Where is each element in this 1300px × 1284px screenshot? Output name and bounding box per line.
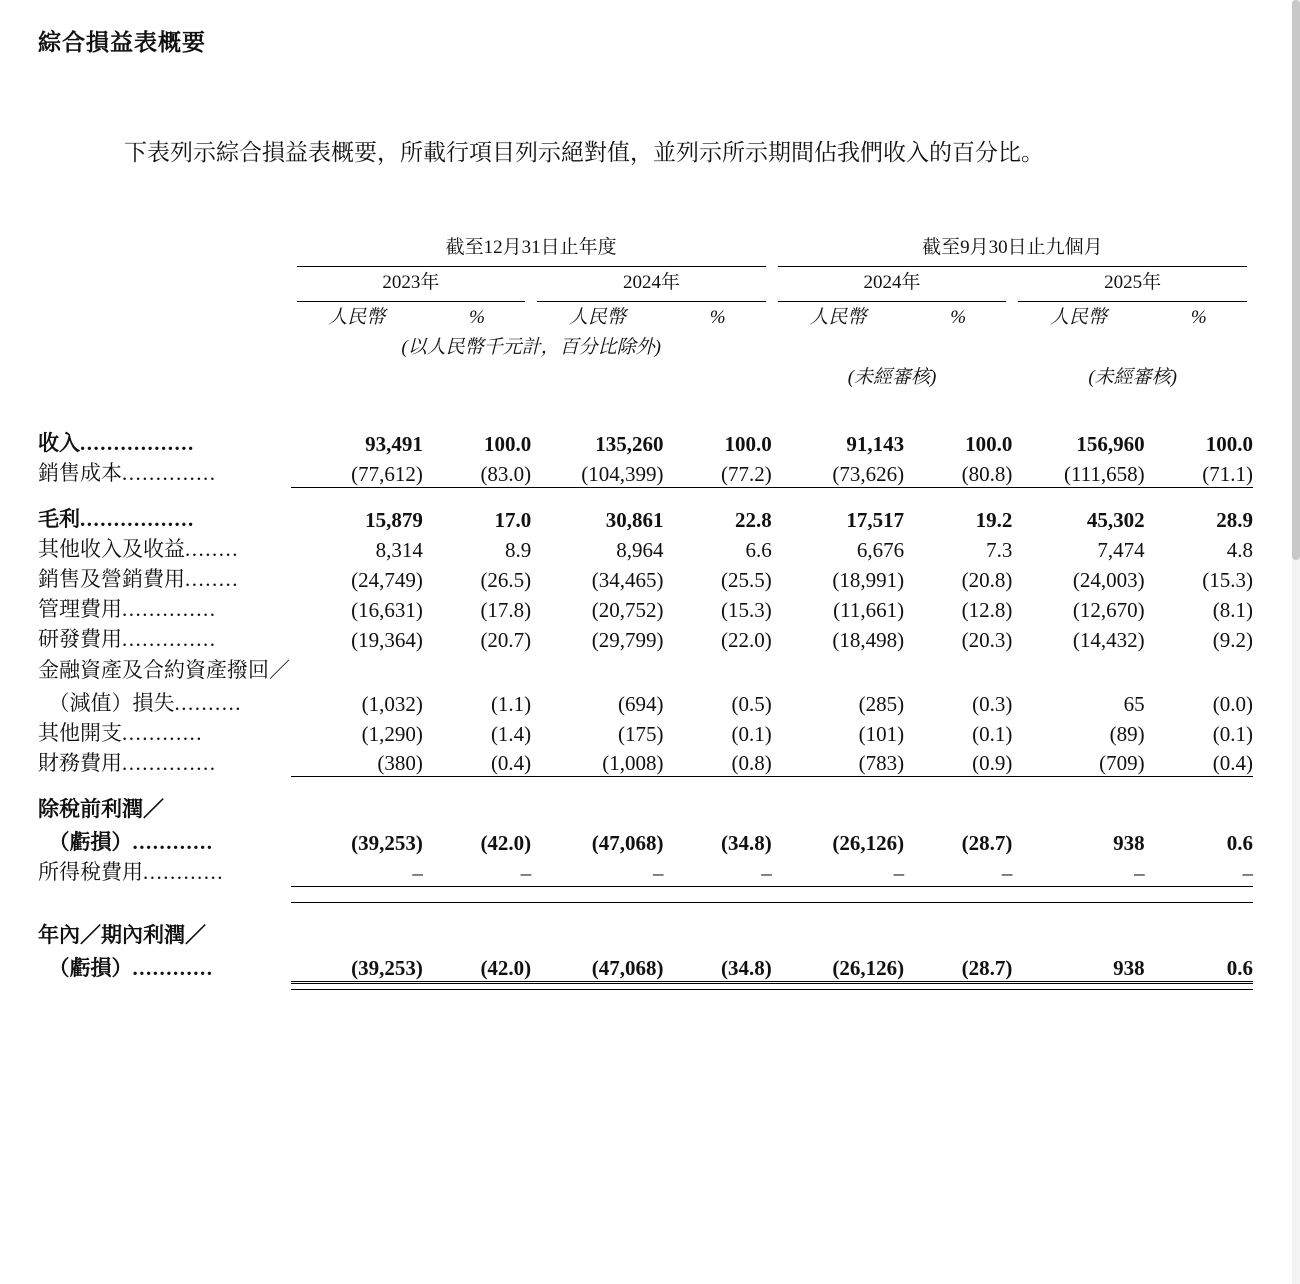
row-value-percent: (17.8) [480, 597, 532, 622]
row-value-amount: (77,612) [351, 461, 423, 486]
row-value-amount: (19,364) [351, 627, 423, 652]
unit-header-rmb-4: 人民幣 [1049, 307, 1107, 328]
table-gap-row [38, 904, 1253, 918]
row-value-percent: (20.7) [480, 627, 532, 652]
row-value-amount: 7,474 [1097, 537, 1145, 562]
row-value-percent: (0.1) [1212, 721, 1253, 746]
row-value-percent: (8.1) [1212, 597, 1253, 622]
row-value-amount: (47,068) [591, 956, 664, 980]
table-row [38, 717, 1253, 747]
table-row [38, 952, 1253, 982]
row-value-percent: 8.9 [504, 537, 532, 562]
row-value-percent: (34.8) [721, 956, 772, 980]
row-value-amount: (1,032) [361, 691, 423, 716]
row-value-percent: (0.8) [731, 751, 772, 775]
row-value-percent: (15.3) [721, 597, 772, 622]
row-value-amount: 938 [1113, 831, 1145, 855]
row-value-amount: 156,960 [1076, 432, 1145, 456]
row-value-percent: (28.7) [961, 956, 1013, 980]
row-value-amount: – [653, 860, 664, 885]
year-header-2024-annual: 2024年 [531, 267, 772, 302]
group-header-nine-months: 截至9月30日止九個月 [772, 232, 1253, 267]
row-value-amount: (39,253) [351, 956, 423, 980]
table-row [38, 503, 1253, 533]
row-value-percent: (0.1) [731, 721, 772, 746]
row-value-amount: (14,432) [1072, 627, 1145, 652]
row-value-amount: 93,491 [365, 432, 423, 456]
year-header-2025-nine-months: 2025年 [1012, 267, 1253, 302]
row-value-amount: 45,302 [1086, 507, 1145, 532]
table-row [38, 563, 1253, 593]
row-value-percent: 4.8 [1226, 537, 1253, 562]
row-value-amount: (26,126) [832, 831, 905, 855]
row-value-amount: – [412, 860, 423, 885]
row-value-percent: (0.5) [731, 691, 772, 716]
table-group-header-row [38, 232, 1253, 267]
scrollbar[interactable] [1292, 0, 1300, 1284]
table-row [38, 747, 1253, 777]
row-value-percent: 100.0 [483, 432, 532, 456]
row-label: 財務費用.............. [38, 750, 217, 775]
row-value-percent: (0.4) [1212, 751, 1253, 775]
table-row [38, 826, 1253, 856]
row-value-amount: (24,003) [1072, 567, 1145, 592]
group-header-annual: 截至12月31日止年度 [291, 232, 772, 267]
table-row [38, 687, 1253, 717]
table-rule-row [38, 984, 1253, 990]
table-body [38, 427, 1253, 990]
row-value-amount: 6,676 [856, 537, 905, 562]
row-value-percent: (26.5) [480, 567, 532, 592]
row-value-percent: (77.2) [721, 461, 772, 486]
row-value-amount: (47,068) [591, 831, 664, 855]
unit-header-rmb-3: 人民幣 [809, 307, 867, 328]
row-value-amount: (18,498) [832, 627, 905, 652]
row-value-percent: (80.8) [961, 461, 1013, 486]
row-value-amount: 8,964 [616, 537, 664, 562]
row-value-percent: (20.3) [961, 627, 1013, 652]
table-gap-row [38, 888, 1253, 903]
row-label: 其他收入及收益........ [38, 536, 239, 561]
row-value-percent: 100.0 [1205, 432, 1253, 456]
row-label-line1: 除稅前利潤／ [38, 797, 164, 821]
row-value-amount: 91,143 [846, 432, 905, 456]
row-value-percent: (12.8) [961, 597, 1013, 622]
row-value-percent: (0.4) [490, 751, 532, 775]
row-label: （虧損）............ [38, 830, 214, 854]
row-value-percent: 19.2 [975, 507, 1013, 532]
table-row [38, 856, 1253, 886]
row-value-percent: (42.0) [480, 956, 532, 980]
unit-header-pct-2: % [709, 307, 726, 328]
row-value-percent: – [1242, 860, 1253, 885]
income-statement-table [38, 232, 1253, 990]
row-value-amount: 65 [1123, 691, 1145, 716]
table-gap-row [38, 778, 1253, 792]
row-value-amount: 15,879 [365, 507, 423, 532]
row-value-percent: (0.0) [1212, 691, 1253, 716]
row-value-amount: (20,752) [591, 597, 664, 622]
unit-header-rmb-1: 人民幣 [328, 307, 386, 328]
row-value-amount: 938 [1113, 956, 1145, 980]
row-value-amount: (175) [618, 721, 664, 746]
year-header-2024-nine-months: 2024年 [772, 267, 1013, 302]
page-title: 綜合損益表概要 [38, 30, 206, 55]
table-unit-header-row [38, 302, 1253, 329]
row-label: 毛利................. [38, 506, 195, 531]
row-value-amount: (101) [858, 721, 905, 746]
unit-header-rmb-2: 人民幣 [568, 307, 626, 328]
table-row [38, 623, 1253, 653]
scrollbar-thumb[interactable] [1292, 0, 1300, 560]
row-value-amount: (783) [858, 751, 905, 775]
row-value-percent: – [761, 860, 772, 885]
unit-note: (以人民幣千元計，百分比除外) [401, 337, 662, 358]
row-value-percent: (0.3) [972, 691, 1013, 716]
row-value-amount: – [1134, 860, 1145, 885]
row-value-amount: (29,799) [591, 627, 664, 652]
row-label: 其他開支............ [38, 720, 203, 745]
row-value-percent: (20.8) [961, 567, 1013, 592]
row-label: 收入................. [38, 431, 195, 455]
table-unit-note-row [38, 329, 1253, 359]
row-value-amount: (285) [858, 691, 905, 716]
row-value-amount: (1,008) [602, 751, 664, 775]
row-value-percent: 0.6 [1226, 956, 1253, 980]
row-value-percent: 28.9 [1216, 507, 1253, 532]
table-row-label-continued [38, 653, 1253, 687]
row-value-amount: (24,749) [351, 567, 423, 592]
row-value-percent: (1.4) [490, 721, 532, 746]
row-value-percent: 22.8 [735, 507, 772, 532]
row-value-amount: (1,290) [361, 721, 423, 746]
table-row [38, 457, 1253, 487]
table-row-label-continued [38, 792, 1253, 826]
row-value-amount: (709) [1099, 751, 1145, 775]
table-row [38, 593, 1253, 623]
year-header-2023: 2023年 [291, 267, 532, 302]
table-gap-row [38, 489, 1253, 503]
table-row [38, 533, 1253, 563]
row-value-percent: (25.5) [721, 567, 772, 592]
row-value-percent: (1.1) [490, 691, 532, 716]
row-label: 銷售成本.............. [38, 461, 217, 485]
row-value-amount: (39,253) [351, 831, 423, 855]
row-value-percent: 6.6 [745, 537, 772, 562]
unaudited-note-2025: (未經審核) [1088, 367, 1177, 388]
row-value-amount: 135,260 [595, 432, 664, 456]
row-label: 銷售及營銷費用........ [38, 566, 239, 591]
row-value-amount: (12,670) [1072, 597, 1145, 622]
row-value-amount: 30,861 [605, 507, 664, 532]
row-value-amount: (111,658) [1063, 461, 1145, 486]
row-value-amount: (73,626) [832, 461, 905, 486]
table-row [38, 427, 1253, 457]
row-value-percent: (9.2) [1212, 627, 1253, 652]
row-value-percent: (0.9) [972, 751, 1013, 775]
row-value-amount: (16,631) [351, 597, 423, 622]
row-value-percent: 17.0 [494, 507, 532, 532]
row-value-amount: – [893, 860, 905, 885]
intro-paragraph: 下表列示綜合損益表概要，所載行項目列示絕對值，並列示所示期間佔我們收入的百分比。 [124, 140, 1044, 165]
row-value-percent: (42.0) [480, 831, 532, 855]
row-value-percent: 0.6 [1226, 831, 1253, 855]
header-spacer-row [38, 389, 1253, 427]
row-value-amount: (380) [377, 751, 423, 775]
row-value-percent: (15.3) [1202, 567, 1253, 592]
row-value-percent: (83.0) [480, 461, 532, 486]
row-value-amount: (11,661) [833, 597, 905, 622]
unit-header-pct-4: % [1190, 307, 1207, 328]
row-label: （虧損）............ [38, 955, 214, 980]
row-value-amount: (89) [1109, 721, 1145, 746]
table-unaudited-note-row [38, 359, 1253, 389]
row-value-amount: (18,991) [832, 567, 905, 592]
row-value-amount: (34,465) [591, 567, 664, 592]
row-value-amount: (694) [618, 691, 664, 716]
table-row-label-continued [38, 918, 1253, 952]
row-value-amount: 17,517 [846, 507, 905, 532]
table-year-header-row [38, 267, 1253, 302]
unit-header-pct-1: % [469, 307, 485, 328]
row-value-percent: 100.0 [965, 432, 1013, 456]
row-value-amount: (104,399) [581, 461, 664, 486]
row-value-amount: 8,314 [375, 537, 423, 562]
row-value-percent: (22.0) [721, 627, 772, 652]
row-value-percent: (34.8) [721, 831, 772, 855]
row-value-amount: (26,126) [832, 956, 905, 980]
row-value-percent: 7.3 [986, 537, 1013, 562]
row-label-line1: 金融資產及合約資產撥回／ [38, 657, 290, 682]
row-value-percent: 100.0 [724, 432, 772, 456]
row-value-percent: (0.1) [972, 721, 1013, 746]
row-label: 所得稅費用............ [38, 860, 224, 884]
row-value-percent: – [1001, 860, 1013, 885]
row-label: 研發費用.............. [38, 626, 217, 651]
row-value-percent: – [520, 860, 532, 885]
unaudited-note-2024: (未經審核) [847, 367, 937, 388]
unit-header-pct-3: % [950, 307, 967, 328]
row-value-percent: (71.1) [1202, 461, 1253, 486]
row-value-percent: (28.7) [961, 831, 1013, 855]
row-label-line1: 年內／期內利潤／ [38, 922, 206, 947]
row-label: 管理費用.............. [38, 596, 217, 621]
row-label: （減值）損失.......... [38, 690, 242, 715]
